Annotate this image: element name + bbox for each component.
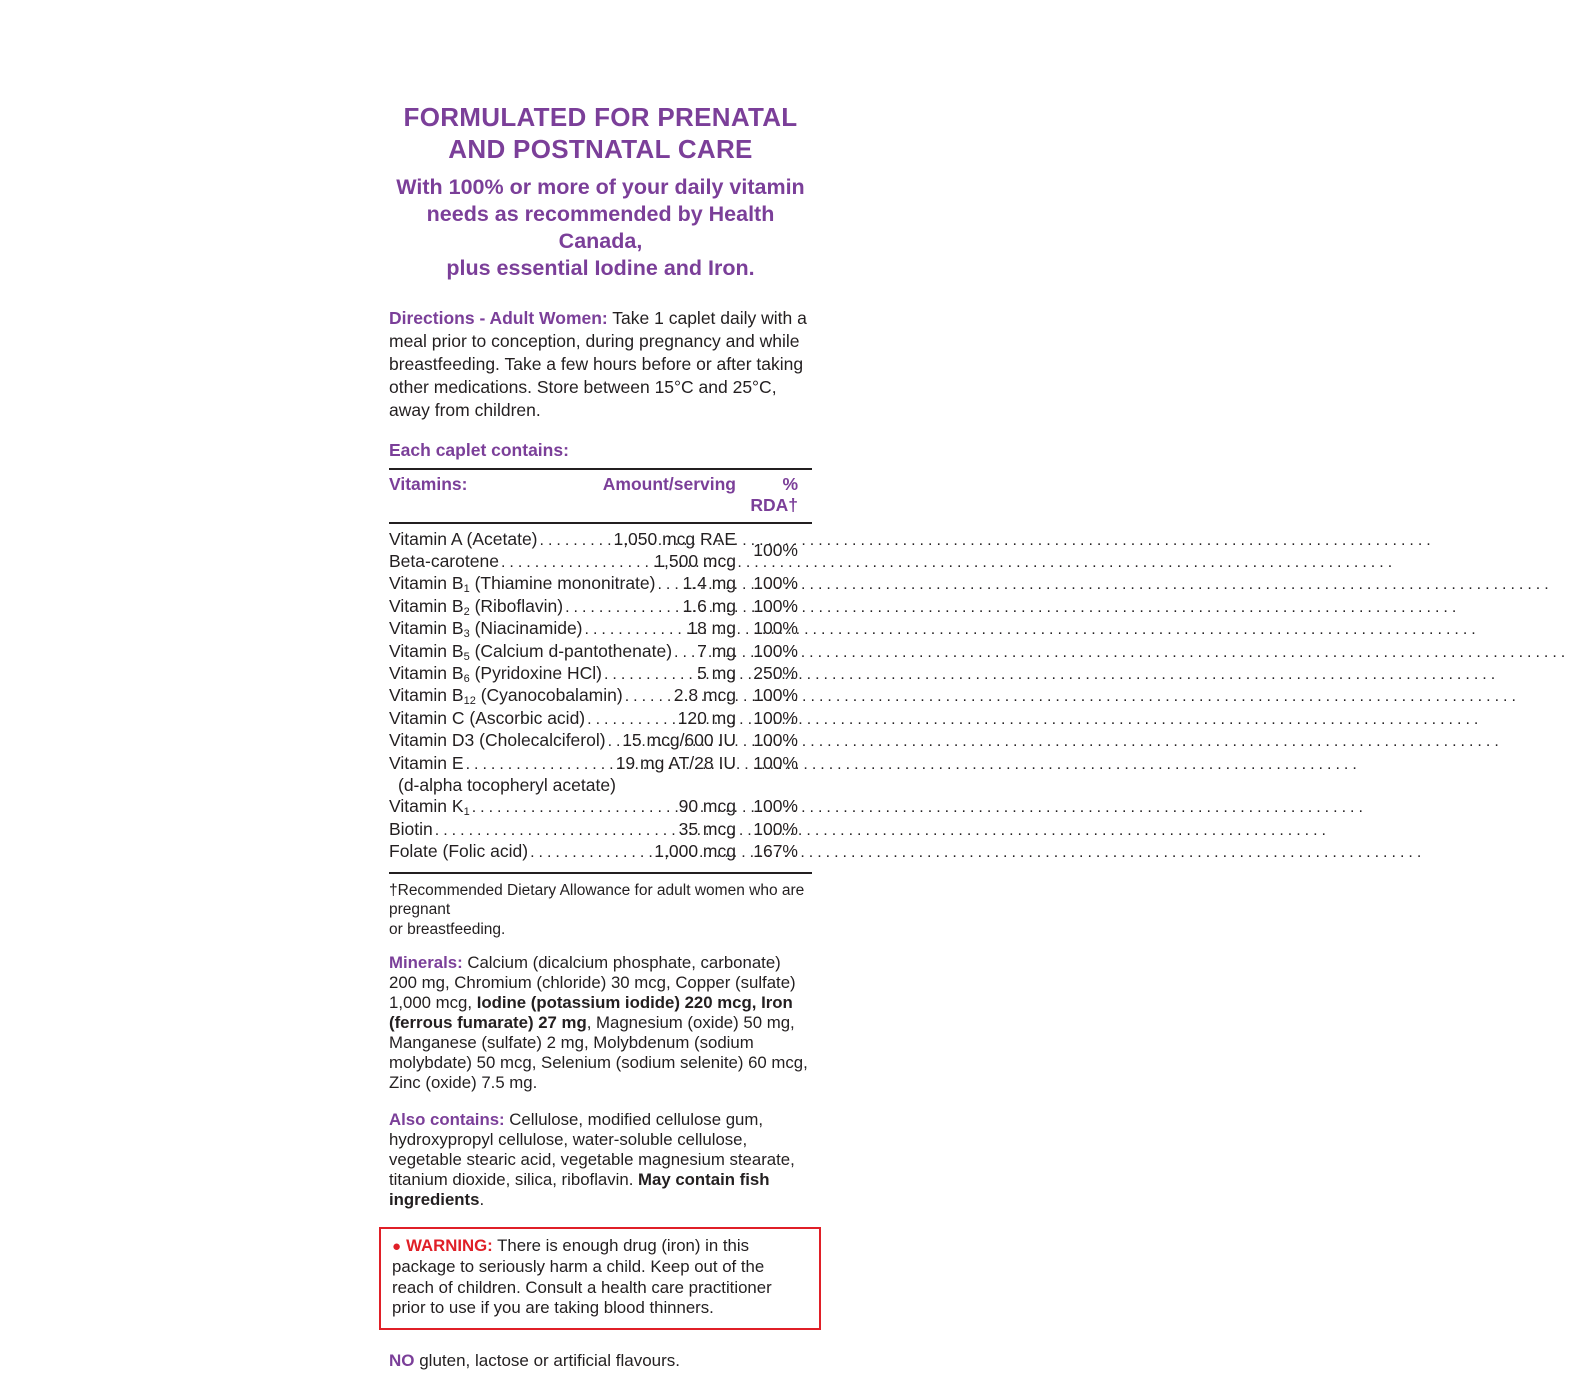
vitamin-rda: 100%: [753, 618, 798, 639]
also-contains-text-1: Cellulose, modified cellulose gum, hydroxypropyl cellulose, water-soluble cellulose, vegetable stearic acid, vegetable magnesium stearate, titanium dioxide, silica, riboflavin.: [389, 1109, 795, 1189]
vitamin-amount: 1,050 mcg RAE: [613, 528, 736, 549]
vitamin-name: Vitamin $B_3$ (Niacinamide): [389, 618, 583, 641]
vitamins-table-body: [389, 524, 812, 872]
rda-footnote-line-1: †Recommended Dietary Allowance for adult women who are pregnant: [389, 881, 805, 919]
vitamin-amount: 5 mg: [697, 662, 736, 683]
minerals-text-1: Calcium (dicalcium phosphate, carbonate) 200 mg, Chromium (chloride) 30 mcg, Copper (sulfate) 1,000 mcg,: [389, 953, 796, 1013]
vitamin-amount: 19 mg AT/28 IU: [615, 752, 736, 773]
rda-footnote-line-2: or breastfeeding.: [389, 920, 506, 938]
subtitle: [389, 174, 812, 282]
directions-text: Take 1 caplet daily with a meal prior to conception, during pregnancy and while breastfeeding. Take a few hours before or after taking other medications. Store between 15°C and 25°C, away from children.: [389, 308, 807, 420]
no-claim-text: gluten, lactose or artificial flavours.: [414, 1350, 681, 1370]
subtitle-line-2: needs as recommended by Health Canada,: [426, 202, 775, 253]
column-header-amount: Amount/serving: [602, 473, 736, 494]
table-row: [389, 596, 812, 618]
title-line-1: FORMULATED FOR PRENATAL: [403, 102, 798, 132]
vitamin-name: Vitamin $K_1$: [389, 796, 470, 819]
dot-leader: [501, 551, 651, 573]
also-contains-label: Also contains:: [389, 1109, 505, 1129]
minerals-paragraph: [389, 953, 812, 1093]
vitamins-table-header: [389, 470, 812, 524]
dot-leader: [587, 708, 675, 730]
table-row: [389, 708, 812, 730]
table-row: [389, 819, 812, 841]
warning-label: WARNING:: [406, 1235, 493, 1255]
table-row-vitamin-a-group: [389, 529, 812, 574]
vitamin-name: Vitamin D3 (Cholecalciferol): [389, 730, 606, 751]
vitamin-rda: 100%: [753, 818, 798, 839]
directions-label: Directions - Adult Women:: [389, 308, 608, 328]
column-header-rda: % RDA†: [750, 473, 798, 515]
vitamin-amount: 2.8 mcg: [673, 685, 736, 706]
vitamin-name: Folate (Folic acid): [389, 841, 529, 862]
title-line-2: AND POSTNATAL CARE: [448, 134, 753, 164]
vitamin-rda: 100%: [753, 573, 798, 594]
minerals-text-2: , Magnesium (oxide) 50 mg, Manganese (sulfate) 2 mg, Molybdenum (sodium molybdate) 50 mcg, Selenium (sodium selenite) 60 mcg, Zinc (oxide) 7.5 mg.: [389, 1013, 808, 1093]
vitamin-amount: 35 mcg: [678, 818, 736, 839]
dot-leader: [435, 819, 676, 841]
table-line: [389, 551, 736, 573]
dot-leader: [530, 841, 651, 863]
subtitle-line-3: plus essential Iodine and Iron.: [446, 256, 755, 280]
vitamin-amount: 120 mg: [677, 707, 736, 728]
dot-leader: [674, 641, 694, 663]
column-header-vitamins: Vitamins:: [389, 473, 468, 494]
vitamin-rda: 167%: [753, 841, 798, 862]
no-claim-line: [389, 1351, 812, 1371]
vitamin-name: Vitamin $B_5$ (Calcium d-pantothenate): [389, 640, 673, 663]
vitamin-amount: 90 mcg: [678, 796, 736, 817]
vitamin-amount: 1.4 mg: [682, 573, 736, 594]
dot-leader: [625, 685, 671, 707]
dot-leader: [565, 596, 679, 618]
dot-leader: [657, 573, 679, 595]
table-row: [389, 796, 812, 818]
minerals-text-bold: Iodine (potassium iodide) 220 mcg, Iron (ferrous fumarate) 27 mg: [389, 993, 793, 1033]
vitamin-amount: 1,500 mcg: [654, 550, 736, 571]
vitamin-rda: 100%: [753, 707, 798, 728]
table-line: [389, 529, 736, 551]
table-row: [389, 641, 812, 663]
also-contains-text-2: .: [479, 1189, 485, 1209]
vitamin-name: Vitamin $B_2$ (Riboflavin): [389, 595, 564, 618]
vitamin-rda: 100%: [753, 752, 798, 773]
vitamin-amount: 18 mg: [687, 618, 736, 639]
dot-leader: [466, 753, 613, 775]
page-title: [389, 101, 812, 165]
dot-leader: [472, 796, 676, 818]
dot-leader: [585, 618, 685, 640]
table-row: [389, 841, 812, 863]
also-contains-text-bold: May contain fish ingredients: [389, 1169, 770, 1209]
table-row: [389, 663, 812, 685]
each-caplet-caption: Each caplet contains:: [389, 439, 569, 460]
vitamin-amount: 1.6 mg: [682, 595, 736, 616]
vitamin-rda: 250%: [753, 662, 798, 683]
minerals-label: Minerals:: [389, 953, 463, 973]
also-contains-paragraph: [389, 1110, 812, 1210]
vitamin-rda: 100%: [753, 640, 798, 661]
vitamin-name: Vitamin E: [389, 752, 464, 773]
directions-paragraph: [389, 307, 812, 422]
vitamin-rda: 100%: [753, 730, 798, 751]
dot-leader: [604, 663, 694, 685]
table-row: [389, 730, 812, 752]
vitamin-name: Vitamin A (Acetate): [389, 528, 538, 549]
vitamin-name: Vitamin C (Ascorbic acid): [389, 707, 586, 728]
vitamin-rda: 100%: [753, 595, 798, 616]
vitamin-amount: 7 mg: [697, 640, 736, 661]
vitamin-amount: 15 mcg/600 IU: [622, 730, 736, 751]
vitamin-a-group-lines: [389, 529, 736, 574]
vitamin-name: Biotin: [389, 818, 433, 839]
vitamin-amount: 1,000 mcg: [654, 841, 736, 862]
label-content-column: [389, 0, 812, 1388]
warning-box: [379, 1227, 821, 1330]
table-row: [389, 573, 812, 595]
vitamin-e-note: (d-alpha tocopheryl acetate): [398, 774, 616, 795]
rda-footnote: [389, 881, 812, 940]
vitamins-table: [389, 468, 812, 874]
vitamin-rda: 100%: [753, 540, 798, 561]
table-row-vitamin-e: [389, 753, 812, 775]
vitamin-name: Vitamin $B_6$ (Pyridoxine HCl): [389, 662, 602, 685]
no-claim-label: NO: [389, 1350, 415, 1370]
vitamin-name: Beta-carotene: [389, 550, 499, 571]
table-row: [389, 618, 812, 640]
warning-dot-icon: ●: [392, 1237, 402, 1255]
subtitle-line-1: With 100% or more of your daily vitamin: [396, 175, 805, 199]
dot-leader: [540, 529, 611, 551]
dot-leader: [608, 730, 620, 752]
vitamin-name: Vitamin $B_{12}$ (Cyanocobalamin): [389, 685, 623, 708]
warning-text: There is enough drug (iron) in this package to seriously harm a child. Keep out of the reach of children. Consult a health care practitioner prior to use if you are taking blood thinners.: [392, 1235, 772, 1318]
table-row: [389, 685, 812, 707]
vitamin-rda: 100%: [753, 796, 798, 817]
vitamin-name: Vitamin $B_1$ (Thiamine mononitrate): [389, 573, 656, 596]
vitamin-rda: 100%: [753, 685, 798, 706]
